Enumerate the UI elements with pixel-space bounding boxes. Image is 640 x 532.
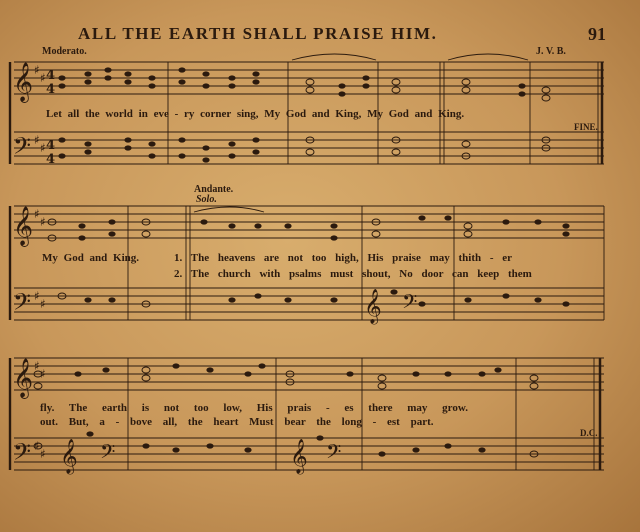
sharp-icon: ♯	[34, 207, 40, 221]
time-signature: 4	[46, 138, 56, 153]
treble-clef-icon: 𝄞	[13, 206, 34, 246]
time-signature: 4	[46, 68, 56, 83]
sharp-icon: ♯	[40, 297, 46, 311]
treble-clef-icon: 𝄞	[60, 439, 78, 474]
lyric-line-1: Let all the world in eve - ry corner sing, My God and King, My God and King.	[46, 108, 465, 120]
staff-system2-bass	[14, 288, 604, 320]
time-signature: 4	[46, 82, 56, 97]
fine-marking: FINE.	[574, 122, 598, 132]
staff-system3-treble	[14, 358, 604, 390]
sharp-icon: ♯	[34, 133, 40, 147]
tempo-marking: Moderato.	[42, 46, 87, 57]
slur	[292, 54, 376, 60]
bass-clef-icon: 𝄢	[13, 438, 32, 471]
sharp-icon: ♯	[40, 367, 46, 381]
sharp-icon: ♯	[40, 447, 46, 461]
page-number: 91	[588, 24, 606, 44]
sharp-icon: ♯	[34, 289, 40, 303]
barlines-system3	[128, 358, 600, 470]
slur	[194, 207, 264, 212]
dc-marking: D.C.	[580, 428, 598, 438]
bass-clef-icon: 𝄢	[13, 288, 32, 321]
composer-initials: J. V. B.	[536, 46, 566, 57]
sharp-icon: ♯	[40, 71, 46, 85]
treble-clef-icon: 𝄞	[13, 358, 34, 398]
time-signature: 4	[46, 152, 56, 167]
sharp-icon: ♯	[34, 439, 40, 453]
hymn-title: ALL THE EARTH SHALL PRAISE HIM.	[78, 24, 438, 43]
sharp-icon: ♯	[34, 63, 40, 77]
treble-clef-icon: 𝄞	[364, 289, 382, 324]
sharp-icon: ♯	[34, 359, 40, 373]
sharp-icon: ♯	[40, 141, 46, 155]
lyric-line-3-verse-2: out. But, a - bove all, the heart Must bear the long - est part.	[40, 416, 434, 428]
sharp-icon: ♯	[40, 215, 46, 229]
bass-clef-icon: 𝄢	[326, 440, 342, 468]
bass-clef-icon: 𝄢	[100, 440, 116, 468]
lyric-line-2-verse-2: 2. The church with psalms must shout, No door can keep them	[174, 268, 532, 280]
tempo-marking: Andante.	[194, 184, 234, 195]
slur	[448, 54, 528, 60]
lyric-line-2-verse-1: 1. The heavens are not too high, His praise may thith - er	[174, 252, 513, 264]
staff-system2-treble	[14, 206, 604, 238]
treble-clef-icon: 𝄞	[13, 62, 34, 102]
bass-clef-icon: 𝄢	[402, 290, 418, 318]
staff-system1-treble	[14, 62, 604, 94]
lyric-line-3-verse-1: fly. The earth is not too low, His prais - es there may grow.	[40, 402, 468, 414]
solo-marking: Solo.	[196, 194, 217, 205]
treble-clef-icon: 𝄞	[290, 439, 308, 474]
lyric-line-2-prefix: My God and King.	[42, 252, 140, 264]
bass-clef-icon: 𝄢	[13, 132, 32, 165]
